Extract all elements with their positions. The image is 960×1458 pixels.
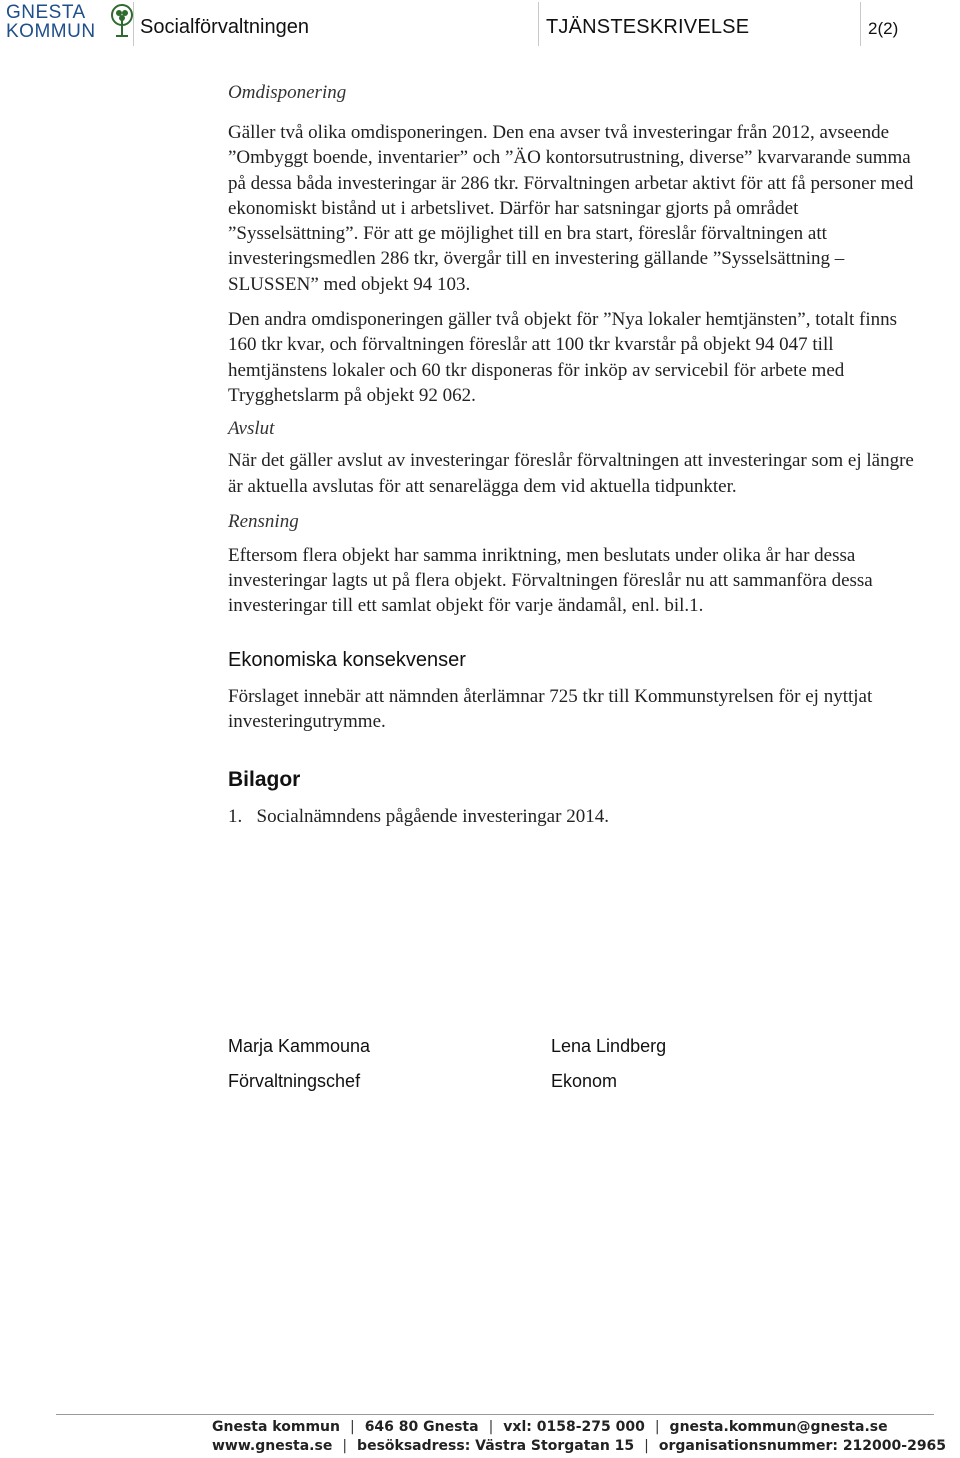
header-divider (860, 2, 861, 46)
gnesta-kommun-logo (6, 3, 130, 43)
heading-ekonomiska-konsekvenser: Ekonomiska konsekvenser (228, 648, 466, 671)
paragraph-omdisponering-2: Den andra omdisponeringen gäller två objekt för ”Nya lokaler hemtjänsten”, totalt finns 160 tkr kvar, och förvaltningen föreslår att 100 tkr kvarstår på objekt 94 047 till hemtjänstens lokaler och 60 tkr disponeras för inköp av servicebil för arbete med Trygghetslarm på objekt 92 062. (228, 309, 898, 406)
footer-org-number: organisationsnummer: 212000-2965 (658, 1438, 947, 1454)
section-title-omdisponering: Omdisponering (228, 82, 347, 103)
footer-line-1: Gnesta kommun | 646 80 Gnesta | vxl: 0158-275 000 | gnesta.kommun@gnesta.se (212, 1419, 888, 1435)
signature-name: Marja Kammouna (228, 1036, 371, 1056)
footer-org: Gnesta kommun (212, 1419, 340, 1435)
signature-role: Ekonom (551, 1071, 618, 1091)
footer-visit-address: besöksadress: Västra Storgatan 15 (357, 1438, 635, 1454)
tree-icon (110, 3, 134, 43)
footer-phone: vxl: 0158-275 000 (503, 1419, 645, 1435)
bilaga-item: 1. Socialnämndens pågående investeringar 2014. (228, 806, 609, 828)
document-type: TJÄNSTESKRIVELSE (546, 16, 750, 38)
paragraph-omdisponering-1: Gäller två olika omdisponeringen. Den ena avser två investeringar från 2012, avseende ”Ombyggt boende, inventarier” och ”ÄO kontorsutrustning, diverse” kvarvarande summa på dessa båda investeringar är 286 tkr. Förvaltningen arbetar aktivt för att få personer med ekonomiskt bistånd ut i arbetslivet. Därför har satsningar gjorts på området ”Sysselsättning”. För att ge möjlighet till en bra start, föreslår förvaltningen att investeringsmedlen 286 tkr, övergår till en investering gällande ”Sysselsättning – SLUSSEN” med objekt 94 103. (228, 122, 914, 295)
header-divider (133, 2, 134, 46)
heading-bilagor: Bilagor (228, 768, 301, 792)
logo-text (6, 3, 96, 41)
footer-divider (56, 1414, 934, 1415)
footer-web: www.gnesta.se (212, 1438, 333, 1454)
paragraph-avslut: När det gäller avslut av investeringar föreslår förvaltningen att investeringar som ej längre är aktuella avslutas för att senarelägga dem vid aktuella tidpunkter. (228, 450, 914, 497)
footer-address: 646 80 Gnesta (364, 1419, 479, 1435)
page-number: 2(2) (868, 19, 899, 38)
signature-name: Lena Lindberg (551, 1036, 667, 1056)
footer-line-2: www.gnesta.se | besöksadress: Västra Storgatan 15 | organisationsnummer: 212000-2965 (212, 1438, 947, 1454)
document-body (228, 80, 928, 830)
footer-email: gnesta.kommun@gnesta.se (669, 1419, 888, 1435)
logo-line-2: KOMMUN (6, 21, 96, 42)
page-header (0, 0, 960, 52)
section-title-avslut: Avslut (228, 418, 275, 440)
signature-role: Förvaltningschef (228, 1071, 361, 1091)
department-name: Socialförvaltningen (140, 16, 309, 38)
header-divider (538, 2, 539, 46)
section-title-rensning: Rensning (228, 510, 299, 532)
paragraph-rensning: Eftersom flera objekt har samma inriktning, men beslutats under olika år har dessa investeringar lagts ut på flera objekt. Förvaltningen föreslår nu att sammanföra dessa investeringar till ett samlat objekt för varje ändamål, enl. bil.1. (228, 544, 873, 617)
paragraph-ekonomiska: Förslaget innebär att nämnden återlämnar 725 tkr till Kommunstyrelsen för ej nyttjat investeringutrymme. (228, 685, 873, 733)
logo-line-1: GNESTA (6, 2, 86, 23)
